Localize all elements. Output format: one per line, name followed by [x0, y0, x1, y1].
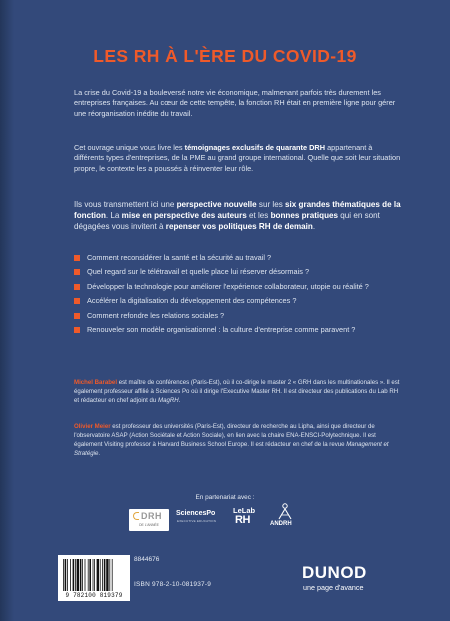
- magazine-title: MagRH: [158, 396, 179, 404]
- list-item: [74, 253, 404, 263]
- barcode: [58, 555, 130, 601]
- publisher-logo: DUNOD: [302, 563, 367, 582]
- barcode-bar: [67, 559, 68, 591]
- list-item: [74, 282, 404, 292]
- intro3-bold-b: perspective nouvelle: [176, 200, 257, 209]
- barcode-bar: [85, 559, 86, 591]
- intro3-text-c: sur les: [256, 200, 285, 209]
- barcode-bar: [109, 559, 110, 591]
- author-name: Michel Barabel: [74, 379, 118, 386]
- sciencespo-logo: SciencesPo: [176, 510, 216, 517]
- lelab-logo: LeLab: [233, 506, 256, 515]
- lelab-rh-logo: RH: [235, 514, 250, 526]
- barcode-bar: [104, 559, 106, 591]
- list-item: [74, 311, 404, 321]
- barcode-bar: [63, 559, 64, 591]
- barcode-bar: [65, 559, 67, 591]
- barcode-bar: [77, 559, 79, 591]
- barcode-bar: [106, 559, 108, 591]
- intro3-bold-h: bonnes pratiques: [270, 211, 339, 221]
- sciencespo-logo-subtext: EXECUTIVE EDUCATION: [177, 519, 217, 523]
- intro3-bold-f: mise en perspective des auteurs: [121, 211, 247, 221]
- barcode-bar: [112, 559, 113, 591]
- author-bio-text: est maître de conférences (Paris-Est), où il co-dirige le master 2 « GRH dans les multinationales ». Il est également professeur affilié à Sciences Po où il dirige l'Executive Master RH. Il est directeur des publications du Lab RH et rédacteur en chef adjoint du: [74, 379, 400, 404]
- intro-paragraph-2: [74, 143, 402, 174]
- list-item: [74, 296, 404, 306]
- barcode-bar: [80, 559, 82, 591]
- barcode-bar: [82, 559, 83, 591]
- list-item-text: Développer la technologie pour améliorer l'expérience collaborateur, utopie ou réalité ?: [87, 281, 369, 291]
- barcode-bar: [97, 559, 99, 591]
- intro2-text-c: appartenant à différents types d'entreprises, de la PME au grand groupe international. Quelle que soit leur situation propre, le contexte les a poussés à réinventer leur rôle.: [74, 143, 401, 173]
- andrh-logo-text: ANDRH: [270, 521, 292, 527]
- square-bullet-icon: [74, 298, 80, 304]
- barcode-bar: [75, 559, 76, 591]
- author-bio-end: .: [178, 396, 181, 404]
- author-bio-barabel: [74, 379, 404, 406]
- barcode-bar: [73, 559, 75, 591]
- intro3-text-a: Ils vous transmettent ici une: [74, 200, 177, 209]
- barcode-number: 9 782100 819379: [65, 592, 123, 599]
- intro3-text-k: .: [312, 222, 316, 232]
- andrh-figure-icon: [277, 503, 293, 520]
- intro3-text-g: et les: [246, 211, 271, 221]
- intro3-text-e: . La: [105, 211, 122, 221]
- barcode-bar: [102, 559, 103, 591]
- andrh-logo: [268, 503, 302, 531]
- drh-logo: [129, 509, 169, 531]
- drh-logo-text: DRH: [141, 511, 162, 521]
- barcode-bar: [93, 559, 94, 591]
- barcode-bar: [70, 559, 71, 591]
- barcode-bar: [100, 559, 101, 591]
- square-bullet-icon: [74, 255, 80, 261]
- barcode-bar: [94, 559, 95, 591]
- intro3-text-i: qui en sont dégagées vous invitent à: [74, 211, 380, 232]
- square-bullet-icon: [74, 269, 80, 275]
- author-bio-meier: [74, 423, 404, 459]
- square-bullet-icon: [74, 284, 80, 290]
- drh-mark-icon: [133, 512, 139, 520]
- partner-logos: [0, 503, 450, 531]
- publisher-tagline: une page d'avance: [303, 583, 364, 592]
- author-bio-end: .: [98, 449, 101, 457]
- list-item-text: Comment reconsidérer la santé et la sécurité au travail ?: [87, 253, 272, 262]
- list-item: [74, 267, 404, 277]
- list-item-text: Renouveler son modèle organisationnel : la culture d'entreprise comme paravent ?: [87, 325, 356, 335]
- list-item-text: Quel regard sur le télétravail et quelle place lui réserver désormais ?: [87, 267, 310, 277]
- barcode-bar: [88, 559, 89, 591]
- journal-title: Management et Stratégie: [74, 440, 389, 457]
- square-bullet-icon: [74, 313, 80, 319]
- list-item-text: Accélérer la digitalisation du développement des compétences ?: [87, 296, 297, 306]
- partner-label: En partenariat avec :: [195, 494, 255, 501]
- intro3-bold-j: repenser vos politiques RH de demain: [165, 222, 313, 232]
- intro2-text-a: Cet ouvrage unique vous livre les: [74, 143, 185, 152]
- intro3-bold-d: six grandes thématiques de la fonction: [74, 200, 401, 221]
- author-name: Olivier Meier: [74, 423, 111, 430]
- author-bio-text: est professeur des universités (Paris-Est), directeur de recherche au Lipha, ainsi que directeur de l'observatoire ASAP (Action Sociétale et Action Sociale), en lien avec la chaire ENA-ENSCI-Polytechnique. Il est également Visiting professor à Harvard Business School Europe. Il est rédacteur en chef de la revue: [74, 423, 376, 448]
- barcode-bar: [89, 559, 91, 591]
- question-list: [74, 253, 404, 339]
- drh-logo-subtext: DE L'ANNÉE: [139, 523, 159, 527]
- page-title: LES RH À L'ÈRE DU COVID-19: [93, 46, 357, 66]
- intro-paragraph-1: La crise du Covid-19 a bouleversé notre vie économique, malmenant parfois très durement les entreprises françaises. Au cœur de cette tempête, la fonction RH était en première ligne pour gérer une réorganisation inédite du travail.: [74, 88, 396, 118]
- square-bullet-icon: [74, 327, 80, 333]
- list-item: [74, 325, 404, 335]
- list-item-text: Comment refondre les relations sociales ?: [87, 310, 225, 320]
- product-code: 8844676: [134, 556, 160, 563]
- isbn: ISBN 978-2-10-081937-9: [134, 581, 212, 588]
- intro2-bold-b: témoignages exclusifs de quarante DRH: [184, 143, 326, 152]
- intro-paragraph-3: [74, 199, 402, 233]
- barcode-bars-icon: [63, 559, 125, 591]
